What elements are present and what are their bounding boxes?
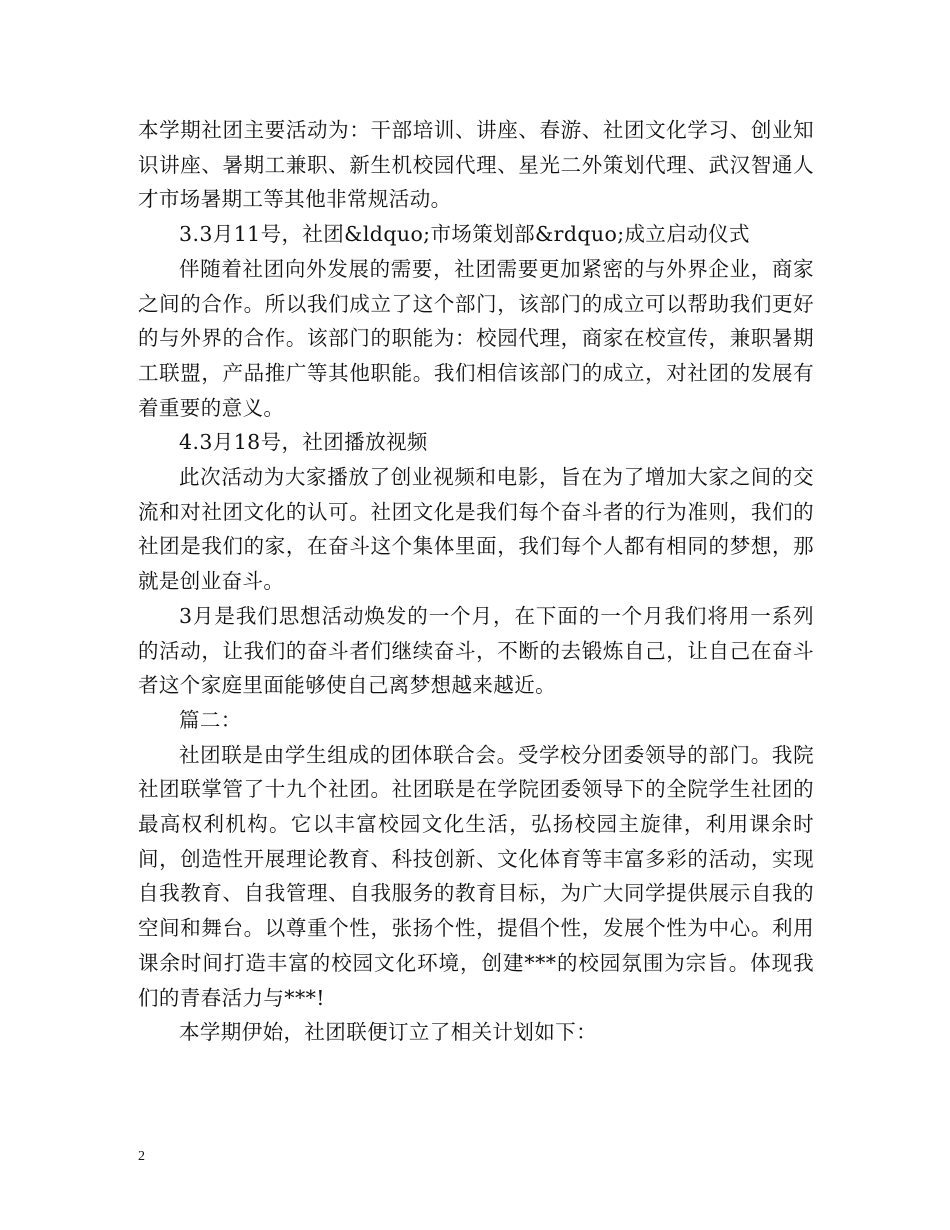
paragraph-video: 此次活动为大家播放了创业视频和电影，旨在为了增加大家之间的交流和对社团文化的认可。社团文化是我们每个奋斗者的行为准则，我们的社团是我们的家，在奋斗这个集体里面，我们每个人都有相同的梦想，那就是创业奋斗。	[138, 465, 814, 594]
document-body	[138, 113, 814, 1050]
paragraph-march-summary: 3月是我们思想活动焕发的一个月，在下面的一个月我们将用一系列的活动，让我们的奋斗者们继续奋斗，不断的去锻炼自己，让自己在奋斗者这个家庭里面能够使自己离梦想越来越近。	[138, 603, 814, 698]
paragraph-plan-intro: 本学期伊始，社团联便订立了相关计划如下：	[179, 1020, 597, 1045]
paragraph-activities-summary: 本学期社团主要活动为：干部培训、讲座、春游、社团文化学习、创业知识讲座、暑期工兼职、新生机校园代理、星光二外策划代理、武汉智通人才市场暑期工等其他非常规活动。	[138, 118, 814, 212]
paragraph-heading-marketing-dept: 3.3月11号，社团&ldquo;市场策划部&rdquo;成立启动仪式	[179, 222, 750, 247]
paragraph-club-federation: 社团联是由学生组成的团体联合会。受学校分团委领导的部门。我院社团联掌管了十九个社团。社团联是在学院团委领导下的全院学生社团的最高权利机构。它以丰富校园文化生活，弘扬校园主旋律，利用课余时间，创造性开展理论教育、科技创新、文化体育等丰富多彩的活动，实现自我教育、自我管理、自我服务的教育目标，为广大同学提供展示自我的空间和舞台。以尊重个性，张扬个性，提倡个性，发展个性为中心。利用课余时间打造丰富的校园文化环境，创建***的校园氛围为宗旨。体现我们的青春活力与***!	[138, 742, 814, 1010]
page-number: 2	[138, 1149, 145, 1164]
paragraph-marketing-dept: 伴随着社团向外发展的需要，社团需要更加紧密的与外界企业，商家之间的合作。所以我们成立了这个部门，该部门的成立可以帮助我们更好的与外界的合作。该部门的职能为：校园代理，商家在校宣传，兼职暑期工联盟，产品推广等其他职能。我们相信该部门的成立，对社团的发展有着重要的意义。	[138, 256, 814, 420]
paragraph-section-two-heading: 篇二：	[179, 707, 242, 732]
paragraph-heading-video: 4.3月18号，社团播放视频	[179, 430, 428, 455]
